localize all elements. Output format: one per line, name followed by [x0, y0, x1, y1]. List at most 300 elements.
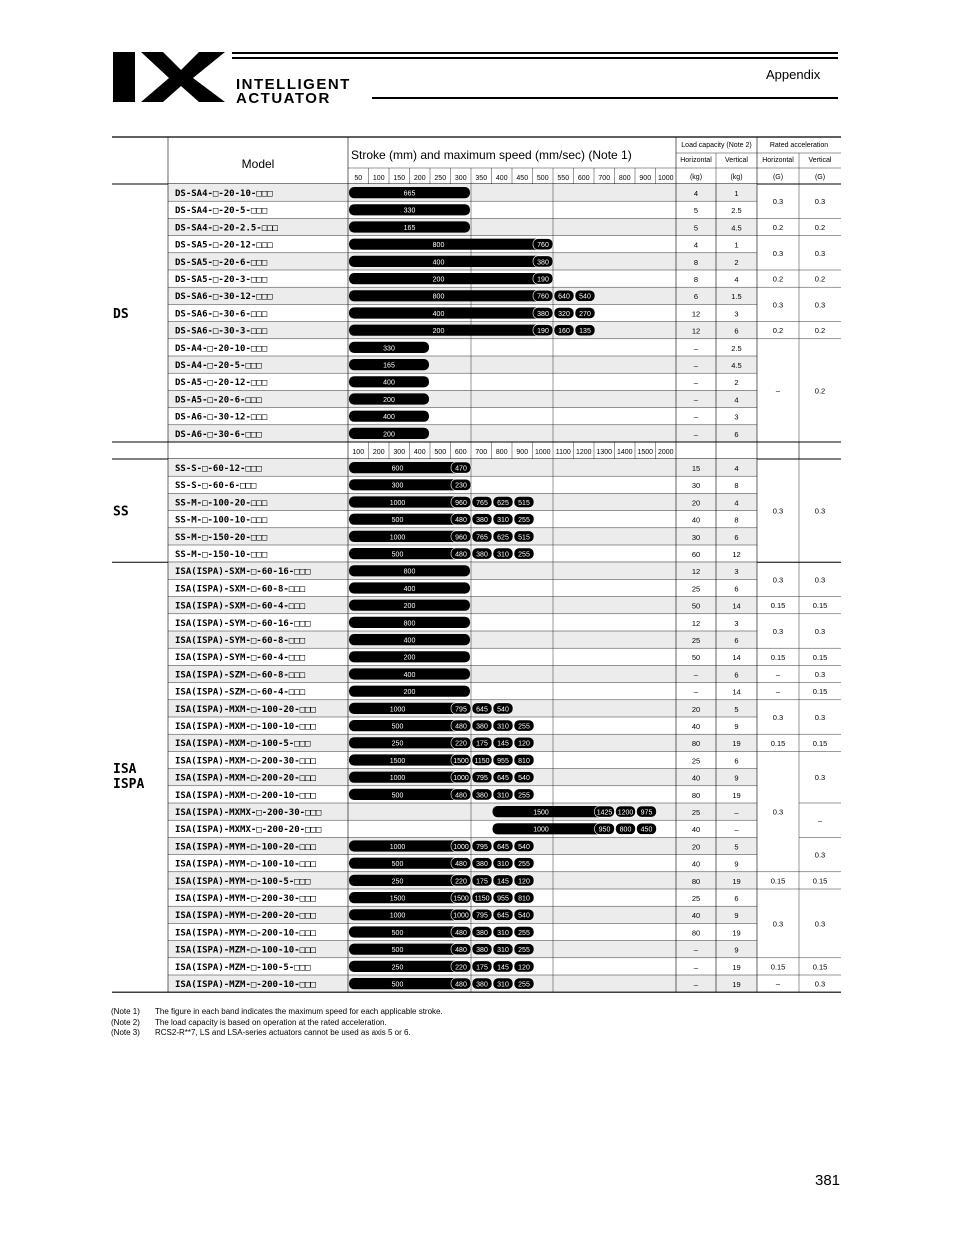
model-name: SS-M-□-150-10-□□□	[175, 550, 268, 560]
tail-speed-label: 175	[476, 878, 488, 886]
model-name: ISA(ISPA)-MZM-□-100-5-□□□	[175, 962, 311, 973]
scale-tick: 600	[454, 449, 467, 456]
tail-speed-label: 255	[518, 981, 530, 989]
load-horizontal: 25	[691, 894, 701, 903]
bar-speed-label: 1000	[389, 775, 406, 783]
load-horizontal: –	[693, 670, 699, 680]
tail-speed-label: 1500	[453, 895, 469, 903]
scale-tick: 500	[434, 449, 447, 456]
tail-speed-label: 765	[476, 499, 488, 507]
row-bg-load	[676, 889, 757, 906]
tail-speed-label: 540	[518, 912, 530, 920]
tail-speed-label: 270	[579, 310, 591, 318]
row-bg-load	[676, 253, 757, 270]
ix-logo	[113, 52, 233, 109]
scale-tick: 1000	[534, 449, 551, 456]
note-2	[111, 1018, 443, 1029]
load-vertical: 8	[734, 481, 739, 491]
model-name: DS-SA5-□-20-6-□□□	[175, 257, 268, 268]
bar-speed-label: 400	[432, 310, 445, 318]
tail-speed-label: 160	[558, 328, 570, 336]
tail-speed-label: 310	[497, 792, 509, 800]
tail-speed-label: 220	[455, 740, 467, 748]
tail-speed-label: 800	[619, 826, 632, 834]
tail-speed-label: 380	[476, 861, 488, 869]
model-name: DS-A5-□-20-12-□□□	[175, 378, 268, 389]
row-bg-load	[676, 408, 757, 425]
tail-speed-label: 310	[497, 723, 509, 731]
load-horizontal: 40	[691, 825, 701, 835]
load-vertical: 3	[734, 412, 739, 422]
tail-speed-label: 645	[476, 706, 488, 714]
scale-tick: 1000	[657, 175, 674, 182]
bar-speed-label: 330	[383, 345, 395, 353]
scale-tick: 2000	[657, 449, 674, 456]
load-vertical: 4.5	[731, 223, 742, 233]
load-vertical: 14	[732, 601, 741, 611]
tail-speed-label: 1425	[596, 809, 613, 817]
rated-accel-header: Rated acceleration	[769, 142, 829, 149]
speed-bar	[349, 325, 552, 336]
bar-speed-label: 1000	[389, 534, 406, 542]
unit-g: (G)	[772, 174, 784, 181]
accel-vertical: 0.3	[814, 197, 826, 207]
load-vertical: 3	[734, 567, 739, 577]
model-name: ISA(ISPA)-MXMX-□-200-20-□□□	[175, 825, 322, 836]
accel-horizontal: 0.3	[772, 627, 784, 636]
tail-speed-label: 380	[476, 551, 488, 559]
scale-tick: 300	[393, 449, 406, 456]
accel-horizontal: 0.3	[772, 713, 784, 722]
bar-speed-label: 500	[391, 723, 404, 731]
header-rules	[232, 52, 838, 62]
load-horizontal: –	[693, 687, 699, 697]
load-horizontal: 40	[691, 911, 701, 921]
row-bg-load	[676, 528, 757, 545]
model-name: SS-M-□-100-20-□□□	[175, 498, 268, 509]
load-vertical: 19	[732, 739, 741, 749]
row-bg-load	[676, 700, 757, 717]
tail-speed-label: 310	[497, 981, 509, 989]
tail-speed-label: 320	[558, 310, 570, 318]
scale-tick: 200	[413, 175, 426, 182]
brand-line2: ACTUATOR	[236, 90, 331, 107]
tail-speed-label: 230	[455, 482, 467, 490]
row-bg-load	[676, 390, 757, 407]
scale-tick: 1500	[637, 449, 654, 456]
tail-speed-label: 480	[455, 981, 467, 989]
tail-speed-label: 760	[537, 293, 549, 301]
tail-speed-label: 255	[518, 947, 530, 955]
accel-vertical: 0.3	[814, 627, 826, 636]
tail-speed-label: 480	[455, 517, 467, 525]
load-vertical: 6	[734, 326, 739, 336]
load-horizontal: 4	[693, 189, 699, 198]
row-bg-load	[676, 975, 757, 992]
row-bg-load	[676, 958, 757, 975]
tail-speed-label: 480	[455, 861, 467, 869]
load-horizontal: 8	[693, 275, 699, 284]
load-vertical: 3	[734, 309, 739, 319]
bar-speed-label: 665	[403, 190, 416, 198]
row-bg-load	[676, 923, 757, 940]
load-horizontal: 8	[693, 257, 699, 267]
model-name: ISA(ISPA)-MXM-□-200-20-□□□	[175, 773, 316, 784]
model-name: DS-SA5-□-20-3-□□□	[175, 275, 268, 285]
model-name: SS-S-□-60-6-□□□	[175, 481, 257, 492]
bar-speed-label: 1500	[389, 757, 406, 765]
tail-speed-label: 540	[518, 775, 530, 783]
footnotes	[111, 1007, 443, 1039]
stroke-header: Stroke (mm) and maximum speed (mm/sec) (Note 1)	[351, 148, 632, 162]
tail-speed-label: 310	[497, 551, 509, 559]
load-horizontal: 25	[691, 808, 701, 817]
bar-speed-label: 165	[403, 224, 416, 232]
tail-speed-label: 1000	[453, 912, 469, 920]
tail-speed-label: 380	[537, 310, 549, 318]
load-horizontal: 5	[693, 223, 699, 233]
note-key: (Note 2)	[111, 1017, 140, 1027]
model-name: ISA(ISPA)-MXM-□-200-10-□□□	[175, 790, 316, 801]
bar-speed-label: 800	[432, 242, 445, 250]
logo-x-shape	[141, 52, 225, 102]
accel-vertical: 0.15	[812, 601, 828, 611]
tail-speed-label: 120	[518, 964, 530, 972]
tail-speed-label: 795	[455, 706, 467, 714]
load-vertical: 4	[734, 464, 739, 473]
tail-speed-label: 380	[476, 517, 488, 525]
model-name: DS-SA4-□-20-5-□□□	[175, 206, 268, 217]
load-horizontal: 80	[691, 928, 701, 938]
accel-vertical: 0.15	[812, 652, 828, 662]
load-horizontal: 4	[693, 240, 699, 250]
scale-tick: 900	[639, 175, 652, 182]
load-horizontal: 25	[691, 584, 701, 594]
load-vertical: 3	[734, 618, 739, 628]
tail-speed-label: 955	[497, 757, 509, 765]
scale-tick: 50	[354, 175, 363, 182]
row-bg-load	[676, 614, 757, 631]
row-bg-load	[676, 339, 757, 356]
model-name: ISA(ISPA)-MXM-□-200-30-□□□	[175, 756, 316, 767]
tail-speed-label: 625	[497, 499, 509, 507]
tail-speed-label: 540	[518, 843, 530, 851]
row-bg-load	[676, 820, 757, 837]
model-name: DS-SA6-□-30-6-□□□	[175, 309, 268, 320]
load-horizontal: 40	[691, 722, 701, 731]
model-header: Model	[241, 157, 275, 171]
load-horizontal: –	[693, 945, 699, 955]
load-horizontal: 25	[691, 636, 701, 645]
scale-tick: 400	[413, 449, 426, 456]
load-vertical: 19	[732, 790, 741, 800]
header-rule-bottom	[372, 97, 838, 99]
accel-horizontal: 0.3	[772, 575, 784, 585]
bar-speed-label: 250	[391, 878, 404, 886]
load-vertical: 2.5	[731, 343, 742, 353]
accel-horizontal: 0.2	[772, 274, 784, 284]
note-key: (Note 1)	[111, 1007, 140, 1016]
bar-speed-label: 1000	[389, 843, 406, 851]
tail-speed-label: 145	[497, 740, 509, 748]
load-vertical: 5	[734, 704, 739, 714]
load-vertical: 1	[734, 189, 739, 198]
load-horizontal: –	[693, 361, 699, 370]
load-horizontal: –	[693, 378, 699, 388]
accel-horizontal: 0.3	[772, 506, 784, 516]
load-vertical: 19	[732, 876, 741, 886]
load-vertical: 1.5	[731, 292, 742, 302]
row-bg-load	[676, 734, 757, 751]
scale-tick: 1400	[616, 449, 633, 456]
bar-speed-label: 250	[391, 740, 404, 748]
row-bg-load	[676, 872, 757, 889]
bar-speed-label: 1000	[389, 912, 406, 920]
tail-speed-label: 310	[497, 517, 509, 525]
row-bg-load	[676, 631, 757, 648]
model-name: ISA(ISPA)-MYM-□-200-20-□□□	[175, 911, 316, 922]
load-horizontal: 20	[691, 704, 701, 714]
accel-vertical: 0.2	[814, 274, 826, 284]
bar-speed-label: 800	[432, 293, 445, 301]
bar-speed-label: 1000	[533, 826, 549, 834]
bar-speed-label: 1500	[389, 895, 406, 903]
tail-speed-label: 135	[579, 328, 591, 336]
accel-vertical: 0.3	[814, 300, 826, 310]
tail-speed-label: 480	[455, 551, 467, 559]
tail-speed-label: 810	[518, 757, 530, 765]
accel-vertical: –	[817, 816, 823, 826]
tail-speed-label: 380	[476, 947, 488, 955]
load-vertical: 9	[734, 722, 739, 731]
tail-speed-label: 765	[476, 534, 488, 542]
bar-speed-label: 1000	[389, 706, 406, 714]
load-vertical: 19	[732, 980, 741, 989]
tail-speed-label: 960	[455, 534, 467, 542]
bar-speed-label: 300	[391, 482, 404, 490]
row-bg-load	[676, 236, 757, 253]
tail-speed-label: 470	[455, 465, 467, 473]
load-horizontal: 40	[691, 859, 701, 869]
bar-speed-label: 500	[391, 792, 404, 800]
tail-speed-label: 380	[476, 981, 488, 989]
tail-speed-label: 255	[518, 517, 530, 525]
row-bg-load	[676, 322, 757, 339]
scale-tick: 700	[598, 175, 611, 182]
accel-horizontal: 0.15	[770, 876, 786, 886]
row-bg-load	[676, 906, 757, 923]
tail-speed-label: 255	[518, 551, 530, 559]
tail-speed-label: 310	[497, 861, 509, 869]
load-vertical: 4.5	[731, 361, 742, 370]
section-title: Appendix	[766, 67, 821, 82]
load-vertical: 12	[732, 550, 741, 559]
accel-vertical: 0.3	[814, 713, 826, 722]
accel-horizontal: –	[775, 687, 781, 697]
load-horizontal: 15	[691, 464, 701, 473]
load-vertical: 6	[734, 532, 739, 542]
bar-speed-label: 500	[391, 861, 404, 869]
bar-speed-label: 800	[403, 620, 416, 628]
row-bg-load	[676, 218, 757, 235]
load-vertical: 14	[732, 653, 741, 663]
tail-speed-label: 255	[518, 861, 530, 869]
tail-speed-label: 640	[558, 293, 570, 301]
accel-vertical-header: Vertical	[808, 157, 832, 164]
bar-speed-label: 500	[391, 929, 404, 937]
row-bg-load	[676, 270, 757, 287]
accel-vertical: 0.3	[814, 575, 826, 585]
load-horizontal: 40	[691, 773, 701, 783]
scale-tick: 250	[434, 175, 447, 182]
tail-speed-label: 540	[579, 293, 591, 301]
scale-tick: 500	[536, 175, 549, 182]
scale-tick: 400	[495, 175, 508, 182]
logo-i-bar	[113, 52, 135, 102]
tail-speed-label: 380	[476, 792, 488, 800]
accel-horizontal: 0.2	[772, 223, 784, 232]
accel-horizontal: 0.3	[772, 807, 784, 817]
accel-vertical: 0.3	[814, 670, 826, 679]
tail-speed-label: 310	[497, 929, 509, 937]
tail-speed-label: 480	[455, 792, 467, 800]
note-text: The figure in each band indicates the maximum speed for each applicable stroke.	[155, 1007, 443, 1016]
bar-speed-label: 200	[403, 689, 416, 697]
accel-horizontal-header: Horizontal	[762, 157, 794, 164]
accel-vertical: 0.2	[814, 386, 826, 396]
accel-horizontal: 0.2	[772, 326, 784, 336]
bar-speed-label: 200	[403, 603, 416, 611]
row-bg-load	[676, 579, 757, 596]
scale-tick: 300	[454, 175, 467, 182]
tail-speed-label: 760	[537, 242, 549, 250]
bar-speed-label: 800	[403, 568, 416, 576]
model-name: ISA(ISPA)-MYM-□-200-30-□□□	[175, 894, 316, 904]
row-bg-load	[676, 459, 757, 476]
row-bg-load	[676, 356, 757, 373]
bar-speed-label: 400	[383, 379, 395, 387]
load-horizontal: 40	[691, 515, 701, 525]
load-vertical: 9	[734, 773, 739, 783]
bar-speed-label: 400	[403, 637, 416, 645]
load-vertical: 4	[734, 395, 739, 405]
row-bg-load	[676, 597, 757, 614]
scale-tick: 700	[475, 449, 488, 456]
load-horizontal: 60	[691, 550, 701, 559]
row-bg-load	[676, 648, 757, 665]
accel-vertical: 0.3	[814, 248, 826, 258]
unit-kg: (kg)	[730, 174, 743, 181]
note-3	[111, 1028, 443, 1039]
tail-speed-label: 380	[537, 259, 549, 267]
scale-tick: 800	[618, 175, 631, 182]
accel-vertical: 0.15	[812, 876, 828, 886]
load-horizontal: 50	[691, 601, 701, 611]
load-horizontal: –	[693, 343, 699, 353]
row-bg-load	[676, 786, 757, 803]
row-bg-load	[676, 941, 757, 958]
scale-tick: 1300	[596, 449, 613, 456]
load-vertical-header: Vertical	[725, 157, 748, 164]
tail-speed-label: 515	[518, 499, 530, 507]
tail-speed-label: 255	[518, 792, 530, 800]
bar-speed-label: 200	[383, 396, 395, 404]
tail-speed-label: 625	[497, 534, 509, 542]
tail-speed-label: 190	[537, 328, 549, 336]
accel-vertical: 0.3	[814, 506, 826, 516]
row-bg-load	[676, 683, 757, 700]
bar-speed-label: 330	[403, 207, 416, 215]
load-horizontal: 50	[691, 653, 701, 663]
bar-speed-label: 200	[383, 431, 395, 439]
scale-tick: 450	[516, 175, 529, 182]
load-vertical: 2	[734, 257, 739, 267]
tail-speed-label: 220	[455, 878, 467, 886]
accel-vertical: 0.3	[814, 979, 826, 989]
tail-speed-label: 175	[476, 740, 488, 748]
row-bg-load	[676, 511, 757, 528]
accel-horizontal: 0.3	[772, 248, 784, 258]
load-vertical: 19	[732, 928, 741, 938]
row-bg-load	[676, 837, 757, 854]
note-text: RCS2-R**7, LS and LSA-series actuators cannot be used as axis 5 or 6.	[155, 1028, 411, 1037]
model-name: DS-SA4-□-20-2.5-□□□	[175, 223, 278, 234]
model-name: ISA(ISPA)-MYM-□-200-10-□□□	[175, 928, 316, 939]
tail-speed-label: 450	[640, 826, 653, 834]
row-bg-load	[676, 287, 757, 304]
bar-speed-label: 1500	[533, 809, 549, 817]
tail-speed-label: 810	[518, 895, 530, 903]
model-name: DS-A4-□-20-5-□□□	[175, 361, 262, 371]
load-horizontal-header: Horizontal	[680, 157, 712, 164]
accel-horizontal: 0.3	[772, 919, 784, 929]
accel-vertical: 0.15	[812, 738, 828, 748]
model-name: SS-M-□-100-10-□□□	[175, 515, 268, 526]
load-horizontal: 80	[691, 876, 701, 886]
bar-speed-label: 600	[391, 465, 404, 473]
accel-vertical: 0.3	[814, 919, 826, 929]
load-horizontal: –	[693, 395, 699, 405]
bar-speed-label: 400	[383, 414, 395, 422]
load-horizontal: 12	[691, 326, 701, 336]
accel-horizontal: 0.3	[772, 300, 784, 310]
scale-tick: 100	[352, 449, 365, 456]
group-label-2: ISPA	[113, 777, 145, 793]
tail-speed-label: 1200	[617, 809, 634, 817]
scale-tick: 200	[372, 449, 385, 456]
tail-speed-label: 960	[455, 499, 467, 507]
accel-horizontal: 0.15	[770, 962, 786, 972]
row-bg-load	[676, 717, 757, 734]
bar-speed-label: 500	[391, 517, 404, 525]
load-vertical: 6	[734, 429, 739, 439]
page-number: 381	[815, 1172, 841, 1189]
load-vertical: 6	[734, 894, 739, 903]
model-name: ISA(ISPA)-MZM-□-200-10-□□□	[175, 980, 316, 990]
row-bg-load	[676, 769, 757, 786]
tail-speed-label: 480	[455, 947, 467, 955]
tail-speed-label: 1000	[453, 775, 469, 783]
tail-speed-label: 120	[518, 878, 530, 886]
load-vertical: 4	[734, 498, 739, 508]
row-bg-load	[676, 665, 757, 682]
accel-vertical: 0.2	[814, 326, 826, 336]
tail-speed-label: 975	[640, 809, 653, 817]
tail-speed-label: 955	[497, 895, 509, 903]
bar-speed-label: 400	[432, 259, 445, 267]
load-vertical: 9	[734, 945, 739, 955]
model-name: ISA(ISPA)-SXM-□-60-4-□□□	[175, 601, 306, 612]
